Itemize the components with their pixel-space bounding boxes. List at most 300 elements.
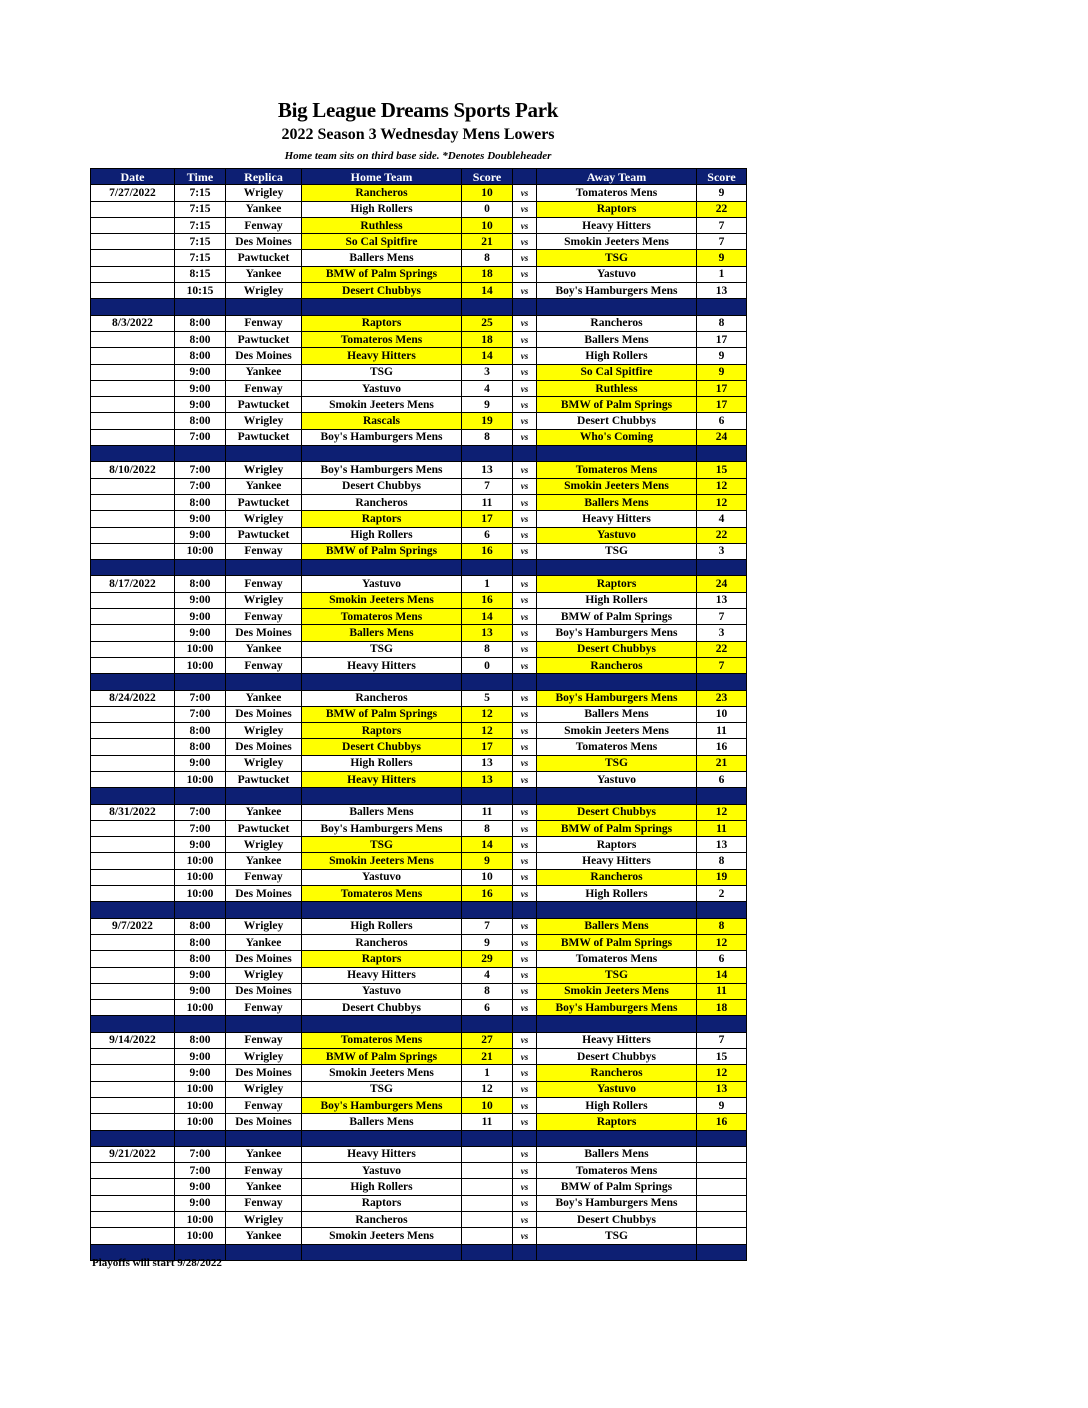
table-row (91, 478, 747, 494)
separator-cell (302, 1016, 462, 1032)
game-time: 7:15 (175, 234, 226, 250)
vs-label: vs (513, 413, 537, 429)
game-date (91, 1179, 175, 1195)
away-score: 22 (697, 527, 747, 543)
game-field: Wrigley (226, 1049, 302, 1065)
home-team: TSG (302, 364, 462, 380)
game-time: 8:00 (175, 331, 226, 347)
away-team: BMW of Palm Springs (537, 934, 697, 950)
header-date: Date (91, 169, 175, 185)
home-score: 3 (462, 364, 513, 380)
schedule-body (91, 185, 747, 1261)
home-team: Heavy Hitters (302, 348, 462, 364)
away-team: Raptors (537, 576, 697, 592)
table-row (91, 609, 747, 625)
home-score: 7 (462, 478, 513, 494)
vs-label: vs (513, 1195, 537, 1211)
home-score: 8 (462, 983, 513, 999)
away-score: 16 (697, 1114, 747, 1130)
away-score: 17 (697, 331, 747, 347)
game-field: Yankee (226, 1228, 302, 1244)
away-score: 12 (697, 934, 747, 950)
game-date (91, 1000, 175, 1016)
header-away-score: Score (697, 169, 747, 185)
game-field: Pawtucket (226, 429, 302, 445)
away-team: Ballers Mens (537, 706, 697, 722)
vs-label: vs (513, 837, 537, 853)
game-time: 9:00 (175, 625, 226, 641)
game-date (91, 934, 175, 950)
table-row (91, 1000, 747, 1016)
header-vs (513, 169, 537, 185)
away-team: BMW of Palm Springs (537, 820, 697, 836)
game-time: 9:00 (175, 527, 226, 543)
game-date: 7/27/2022 (91, 185, 175, 201)
table-row (91, 886, 747, 902)
game-field: Des Moines (226, 951, 302, 967)
away-score: 17 (697, 380, 747, 396)
game-field: Yankee (226, 853, 302, 869)
home-score: 1 (462, 1065, 513, 1081)
vs-label: vs (513, 625, 537, 641)
table-row (91, 1114, 747, 1130)
separator-cell (226, 788, 302, 804)
game-time: 10:00 (175, 853, 226, 869)
home-team-note: Home team sits on third base side. *Denotes Doubleheader (284, 150, 552, 162)
table-row (91, 266, 747, 282)
game-field: Des Moines (226, 234, 302, 250)
home-score: 25 (462, 315, 513, 331)
game-field: Pawtucket (226, 397, 302, 413)
header-home-team: Home Team (302, 169, 462, 185)
separator-cell (462, 1244, 513, 1260)
vs-label: vs (513, 315, 537, 331)
separator-cell (537, 674, 697, 690)
separator-cell (697, 902, 747, 918)
table-row (91, 1163, 747, 1179)
home-team: Raptors (302, 951, 462, 967)
away-team: Raptors (537, 201, 697, 217)
home-team: Raptors (302, 511, 462, 527)
away-score: 7 (697, 217, 747, 233)
table-row (91, 576, 747, 592)
separator-cell (537, 560, 697, 576)
home-team: High Rollers (302, 918, 462, 934)
separator-cell (537, 299, 697, 315)
game-time: 8:00 (175, 494, 226, 510)
home-score: 13 (462, 771, 513, 787)
away-team: Raptors (537, 1114, 697, 1130)
separator-cell (226, 1016, 302, 1032)
away-score: 9 (697, 250, 747, 266)
home-team: BMW of Palm Springs (302, 1049, 462, 1065)
separator-cell (462, 299, 513, 315)
game-field: Yankee (226, 478, 302, 494)
table-row (91, 918, 747, 934)
home-score: 13 (462, 755, 513, 771)
away-team: Smokin Jeeters Mens (537, 478, 697, 494)
table-row (91, 494, 747, 510)
separator-cell (513, 299, 537, 315)
home-score (462, 1146, 513, 1162)
game-time: 8:00 (175, 723, 226, 739)
away-score (697, 1146, 747, 1162)
home-score: 0 (462, 657, 513, 673)
game-date (91, 511, 175, 527)
separator-cell (537, 902, 697, 918)
away-score: 23 (697, 690, 747, 706)
page-title: Big League Dreams Sports Park (277, 98, 559, 122)
game-date (91, 723, 175, 739)
game-date (91, 755, 175, 771)
separator-cell (302, 560, 462, 576)
game-field: Yankee (226, 690, 302, 706)
home-team: Smokin Jeeters Mens (302, 397, 462, 413)
vs-label: vs (513, 494, 537, 510)
game-field: Des Moines (226, 625, 302, 641)
game-time: 8:00 (175, 918, 226, 934)
game-time: 10:00 (175, 886, 226, 902)
separator-cell (302, 674, 462, 690)
separator-cell (697, 446, 747, 462)
table-row (91, 690, 747, 706)
home-team: So Cal Spitfire (302, 234, 462, 250)
vs-label: vs (513, 266, 537, 282)
game-field: Fenway (226, 609, 302, 625)
separator-cell (302, 902, 462, 918)
home-score: 8 (462, 820, 513, 836)
away-team: Ballers Mens (537, 1146, 697, 1162)
home-score: 8 (462, 641, 513, 657)
home-score: 4 (462, 967, 513, 983)
game-date (91, 283, 175, 299)
game-field: Wrigley (226, 1081, 302, 1097)
game-field: Fenway (226, 657, 302, 673)
home-score (462, 1212, 513, 1228)
week-separator (91, 560, 747, 576)
away-team: Who's Coming (537, 429, 697, 445)
game-date (91, 201, 175, 217)
home-score: 12 (462, 1081, 513, 1097)
away-score: 18 (697, 1000, 747, 1016)
away-team: TSG (537, 1228, 697, 1244)
away-team: BMW of Palm Springs (537, 609, 697, 625)
game-field: Des Moines (226, 983, 302, 999)
separator-cell (175, 299, 226, 315)
game-time: 9:00 (175, 1065, 226, 1081)
home-team: TSG (302, 641, 462, 657)
home-team: TSG (302, 837, 462, 853)
game-field: Wrigley (226, 967, 302, 983)
game-date (91, 983, 175, 999)
game-field: Pawtucket (226, 331, 302, 347)
separator-cell (226, 560, 302, 576)
week-separator (91, 446, 747, 462)
table-row (91, 511, 747, 527)
game-field: Yankee (226, 804, 302, 820)
separator-cell (462, 788, 513, 804)
home-team: High Rollers (302, 755, 462, 771)
separator-cell (91, 446, 175, 462)
away-score (697, 1212, 747, 1228)
table-row (91, 951, 747, 967)
away-score: 15 (697, 1049, 747, 1065)
game-time: 10:00 (175, 869, 226, 885)
separator-cell (537, 1244, 697, 1260)
vs-label: vs (513, 983, 537, 999)
game-field: Yankee (226, 1179, 302, 1195)
game-field: Wrigley (226, 283, 302, 299)
home-score: 16 (462, 592, 513, 608)
separator-cell (175, 1130, 226, 1146)
game-time: 9:00 (175, 755, 226, 771)
game-date: 8/10/2022 (91, 462, 175, 478)
game-date (91, 217, 175, 233)
game-time: 10:00 (175, 771, 226, 787)
away-team: High Rollers (537, 886, 697, 902)
home-score: 9 (462, 397, 513, 413)
home-team: Yastuvo (302, 869, 462, 885)
game-field: Wrigley (226, 592, 302, 608)
table-row (91, 364, 747, 380)
home-score: 7 (462, 918, 513, 934)
game-date (91, 820, 175, 836)
game-time: 9:00 (175, 609, 226, 625)
away-team: Smokin Jeeters Mens (537, 234, 697, 250)
home-score: 6 (462, 1000, 513, 1016)
vs-label: vs (513, 609, 537, 625)
away-team: Heavy Hitters (537, 217, 697, 233)
header-away-team: Away Team (537, 169, 697, 185)
away-score: 7 (697, 1032, 747, 1048)
game-date (91, 1065, 175, 1081)
game-field: Fenway (226, 217, 302, 233)
game-time: 7:00 (175, 429, 226, 445)
game-time: 10:00 (175, 1114, 226, 1130)
game-field: Wrigley (226, 723, 302, 739)
home-score: 17 (462, 739, 513, 755)
game-field: Fenway (226, 1000, 302, 1016)
table-row (91, 1228, 747, 1244)
vs-label: vs (513, 364, 537, 380)
home-score (462, 1195, 513, 1211)
home-team: Yastuvo (302, 576, 462, 592)
vs-label: vs (513, 739, 537, 755)
game-date (91, 1097, 175, 1113)
separator-cell (226, 446, 302, 462)
table-row (91, 853, 747, 869)
game-time: 9:00 (175, 1049, 226, 1065)
away-score: 17 (697, 397, 747, 413)
away-team: Tomateros Mens (537, 951, 697, 967)
vs-label: vs (513, 641, 537, 657)
week-separator (91, 299, 747, 315)
game-time: 8:00 (175, 934, 226, 950)
game-field: Fenway (226, 315, 302, 331)
game-date (91, 331, 175, 347)
away-team: TSG (537, 967, 697, 983)
away-team: Ballers Mens (537, 331, 697, 347)
game-date (91, 739, 175, 755)
away-team: Rancheros (537, 869, 697, 885)
separator-cell (697, 560, 747, 576)
game-time: 8:00 (175, 413, 226, 429)
game-field: Wrigley (226, 413, 302, 429)
game-field: Yankee (226, 201, 302, 217)
vs-label: vs (513, 706, 537, 722)
away-team: High Rollers (537, 592, 697, 608)
table-row (91, 331, 747, 347)
game-time: 8:00 (175, 739, 226, 755)
home-score: 0 (462, 201, 513, 217)
table-row (91, 755, 747, 771)
away-team: Ballers Mens (537, 494, 697, 510)
home-score: 14 (462, 283, 513, 299)
away-team: Rancheros (537, 1065, 697, 1081)
away-team: Yastuvo (537, 1081, 697, 1097)
away-team: Yastuvo (537, 527, 697, 543)
vs-label: vs (513, 951, 537, 967)
away-score: 21 (697, 755, 747, 771)
vs-label: vs (513, 1097, 537, 1113)
game-field: Wrigley (226, 918, 302, 934)
away-score: 4 (697, 511, 747, 527)
vs-label: vs (513, 397, 537, 413)
separator-cell (226, 674, 302, 690)
separator-cell (513, 674, 537, 690)
home-score: 13 (462, 462, 513, 478)
game-date (91, 1195, 175, 1211)
away-score: 12 (697, 478, 747, 494)
game-field: Des Moines (226, 739, 302, 755)
away-score: 22 (697, 641, 747, 657)
home-score: 9 (462, 934, 513, 950)
vs-label: vs (513, 1032, 537, 1048)
away-score: 22 (697, 201, 747, 217)
home-score: 21 (462, 234, 513, 250)
away-score: 13 (697, 283, 747, 299)
away-score (697, 1195, 747, 1211)
separator-cell (91, 1016, 175, 1032)
game-field: Yankee (226, 364, 302, 380)
home-team: Rancheros (302, 185, 462, 201)
game-time: 7:00 (175, 1146, 226, 1162)
separator-cell (697, 788, 747, 804)
separator-cell (513, 788, 537, 804)
away-team: Ballers Mens (537, 918, 697, 934)
table-row (91, 185, 747, 201)
away-team: Desert Chubbys (537, 1212, 697, 1228)
header-row (91, 169, 747, 185)
game-time: 9:00 (175, 837, 226, 853)
game-field: Fenway (226, 1163, 302, 1179)
home-score: 4 (462, 380, 513, 396)
away-score: 13 (697, 592, 747, 608)
game-field: Fenway (226, 576, 302, 592)
home-score: 1 (462, 576, 513, 592)
home-team: Ruthless (302, 217, 462, 233)
home-team: Rancheros (302, 1212, 462, 1228)
table-row (91, 967, 747, 983)
game-time: 10:00 (175, 543, 226, 559)
game-time: 8:00 (175, 1032, 226, 1048)
home-team: Boy's Hamburgers Mens (302, 462, 462, 478)
home-team: Raptors (302, 723, 462, 739)
home-team: Yastuvo (302, 1163, 462, 1179)
separator-cell (537, 446, 697, 462)
game-field: Wrigley (226, 511, 302, 527)
vs-label: vs (513, 348, 537, 364)
game-date (91, 380, 175, 396)
table-row (91, 413, 747, 429)
home-score: 21 (462, 1049, 513, 1065)
home-score: 6 (462, 527, 513, 543)
separator-cell (537, 1130, 697, 1146)
game-time: 7:15 (175, 201, 226, 217)
game-time: 9:00 (175, 397, 226, 413)
home-team: Rancheros (302, 934, 462, 950)
game-date: 8/31/2022 (91, 804, 175, 820)
game-time: 10:00 (175, 1081, 226, 1097)
game-field: Wrigley (226, 837, 302, 853)
game-field: Pawtucket (226, 494, 302, 510)
game-time: 10:00 (175, 1097, 226, 1113)
game-field: Fenway (226, 1195, 302, 1211)
table-row (91, 1081, 747, 1097)
away-team: TSG (537, 755, 697, 771)
game-time: 10:00 (175, 1000, 226, 1016)
away-team: BMW of Palm Springs (537, 397, 697, 413)
separator-cell (226, 299, 302, 315)
game-date (91, 657, 175, 673)
home-team: Heavy Hitters (302, 771, 462, 787)
table-row (91, 429, 747, 445)
game-time: 8:00 (175, 576, 226, 592)
separator-cell (302, 1244, 462, 1260)
week-separator (91, 1130, 747, 1146)
game-date (91, 609, 175, 625)
vs-label: vs (513, 592, 537, 608)
away-score: 9 (697, 1097, 747, 1113)
away-team: Heavy Hitters (537, 853, 697, 869)
game-date (91, 706, 175, 722)
away-score: 13 (697, 1081, 747, 1097)
vs-label: vs (513, 462, 537, 478)
table-row (91, 315, 747, 331)
vs-label: vs (513, 1081, 537, 1097)
vs-label: vs (513, 576, 537, 592)
game-time: 8:00 (175, 951, 226, 967)
separator-cell (697, 1130, 747, 1146)
table-row (91, 1065, 747, 1081)
vs-label: vs (513, 331, 537, 347)
vs-label: vs (513, 1179, 537, 1195)
game-date (91, 853, 175, 869)
separator-cell (513, 446, 537, 462)
vs-label: vs (513, 657, 537, 673)
away-team: Smokin Jeeters Mens (537, 723, 697, 739)
vs-label: vs (513, 1049, 537, 1065)
separator-cell (91, 299, 175, 315)
vs-label: vs (513, 934, 537, 950)
table-row (91, 771, 747, 787)
game-date (91, 592, 175, 608)
separator-cell (513, 902, 537, 918)
game-date (91, 1228, 175, 1244)
game-date (91, 527, 175, 543)
away-score: 12 (697, 494, 747, 510)
game-field: Yankee (226, 266, 302, 282)
